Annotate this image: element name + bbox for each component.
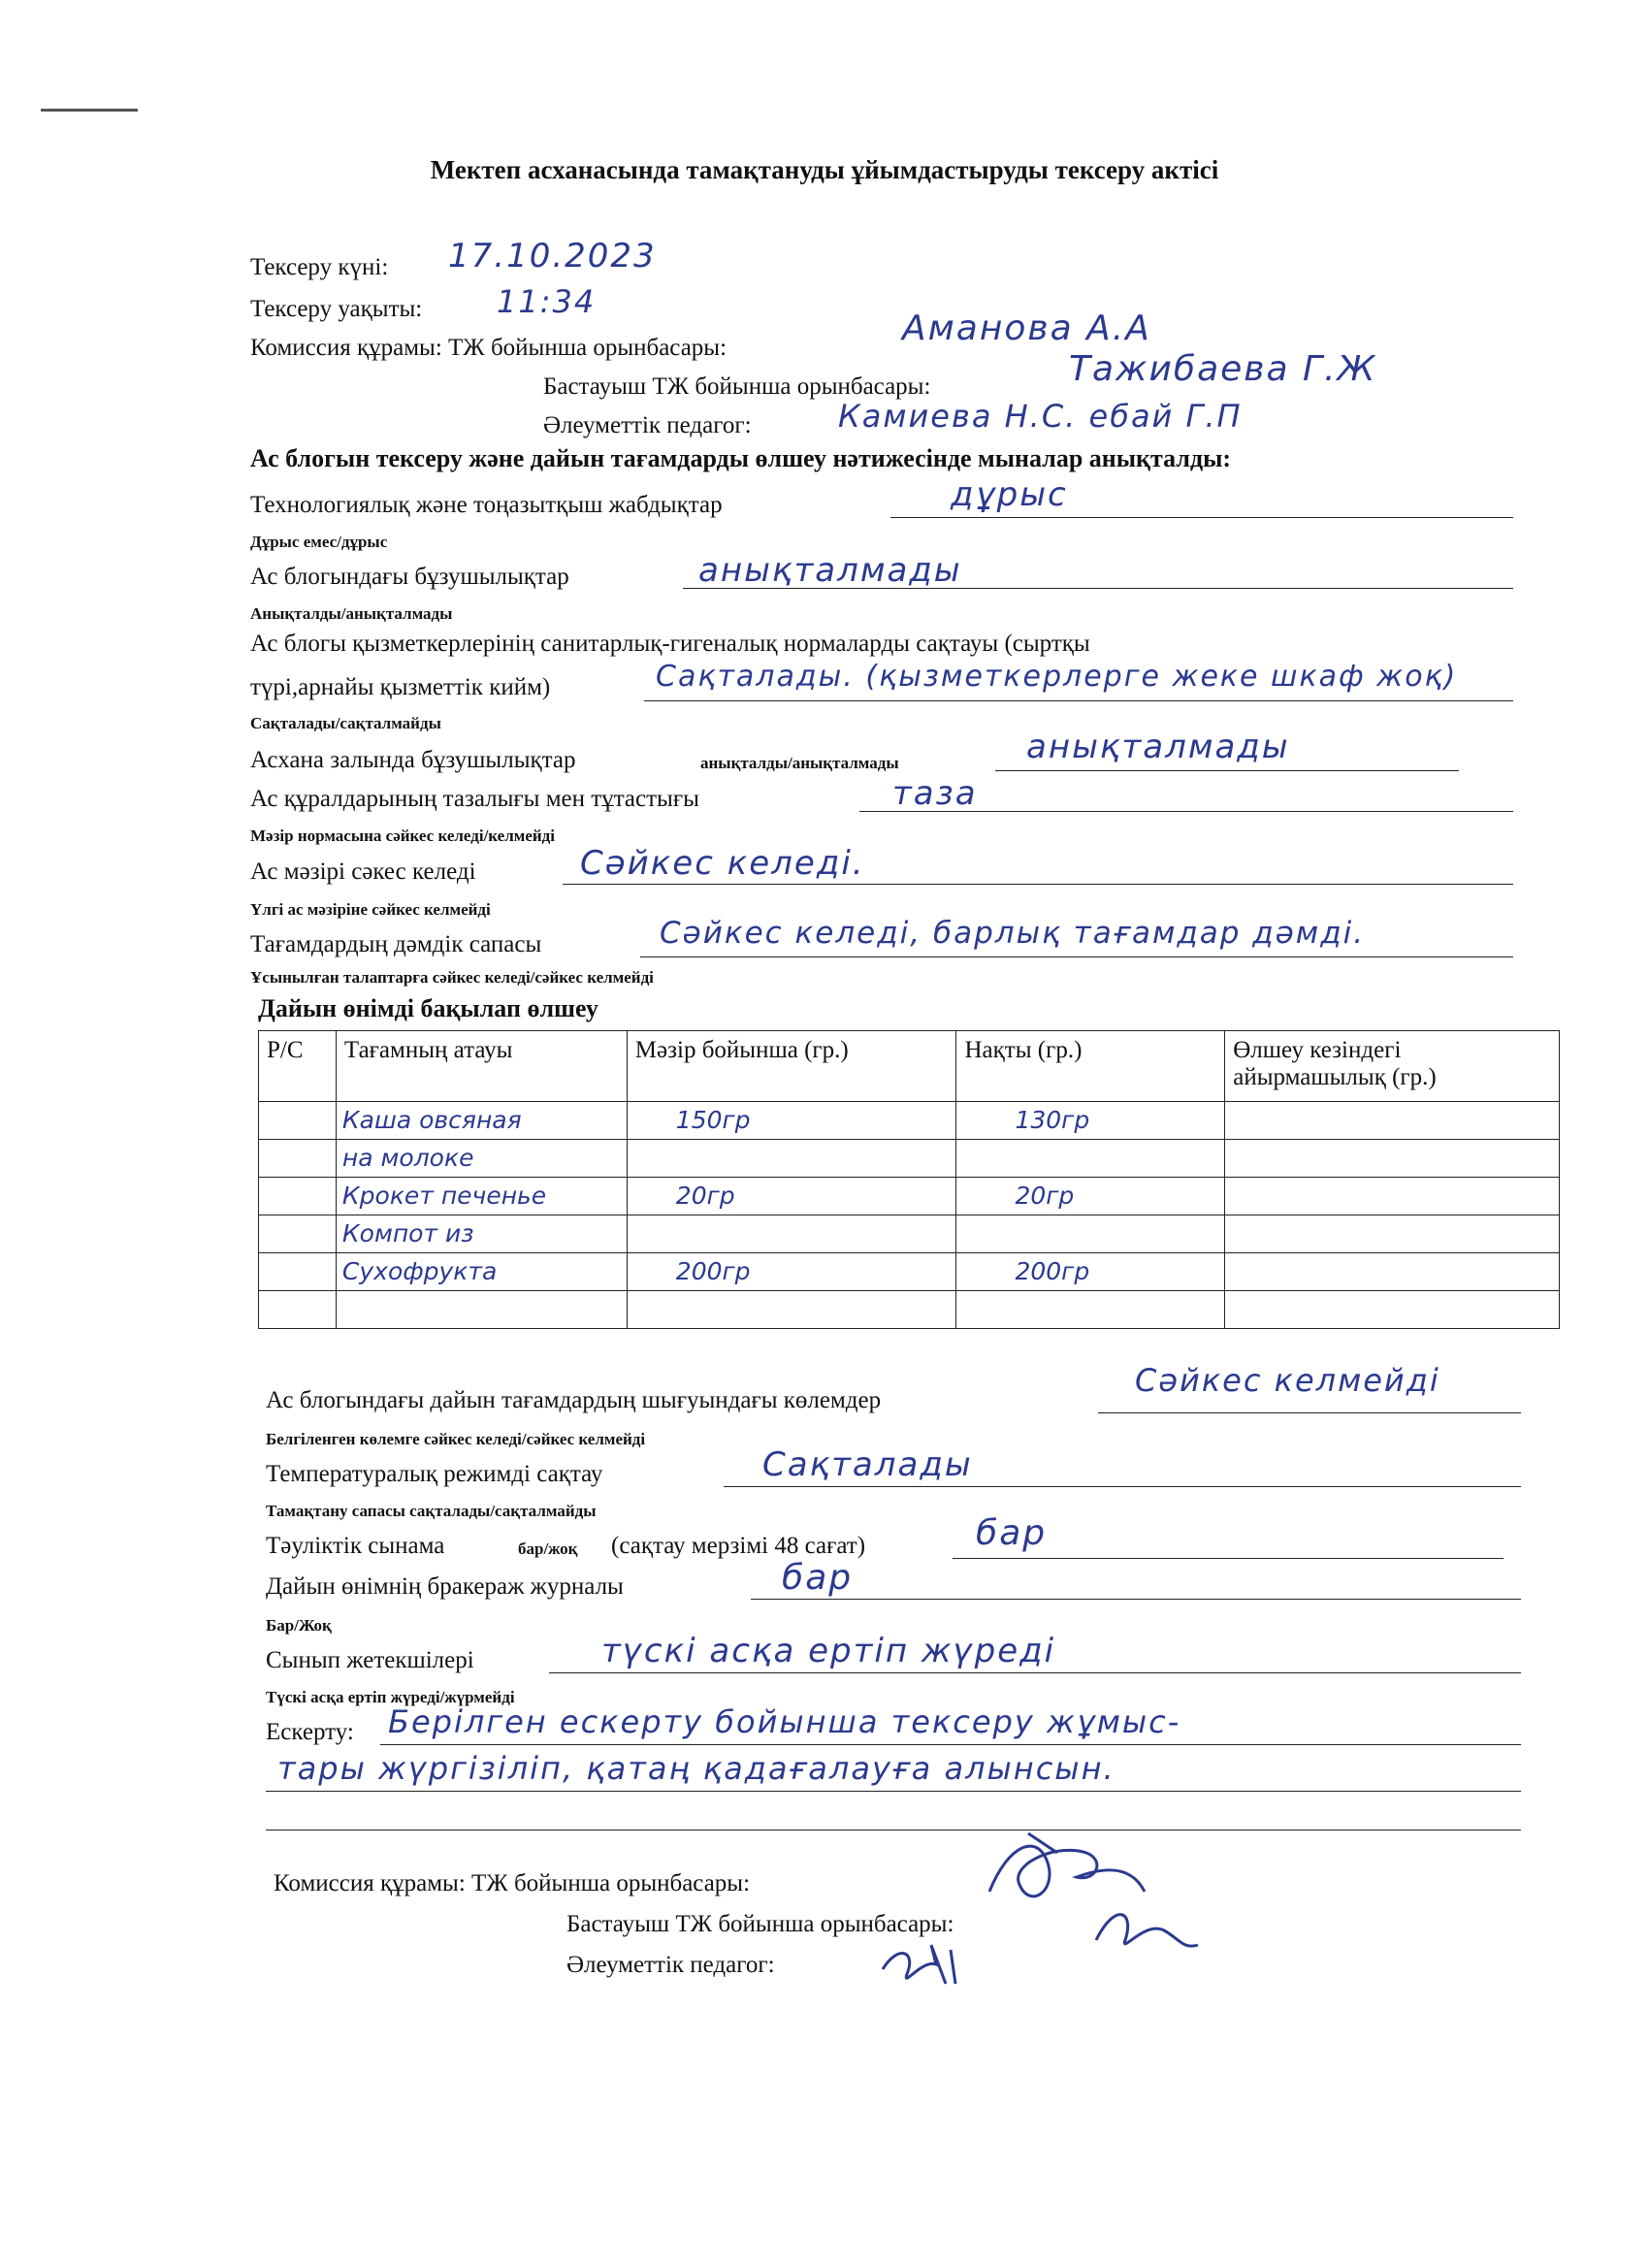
check-label-sample: Тәуліктік сынама xyxy=(266,1533,445,1559)
social-pedagogue-label: Әлеуметтік педагог: xyxy=(543,412,752,438)
date-label: Тексеру күні: xyxy=(250,254,389,280)
check-value-temperature: Сақталады xyxy=(762,1445,973,1484)
check-label-sanitary-2: түрі,арнайы қызметтік кийм) xyxy=(250,674,551,700)
table-cell: 20гр xyxy=(956,1178,1225,1215)
check-label-teachers: Сынып жетекшілері xyxy=(266,1647,474,1673)
answer-line xyxy=(1098,1412,1521,1413)
table-cell: Сухофрукта xyxy=(336,1253,627,1291)
table-cell xyxy=(259,1178,337,1215)
answer-line xyxy=(644,700,1513,701)
primary-deputy-label: Бастауыш ТЖ бойынша орынбасары: xyxy=(543,373,931,400)
check-label-journal: Дайын өнімнің бракераж журналы xyxy=(266,1573,624,1600)
check-value-teachers: түскі асқа ертіп жүреді xyxy=(601,1632,1056,1670)
pedagogue-signature xyxy=(873,1930,980,1998)
check-value-journal: бар xyxy=(782,1558,854,1598)
table-row xyxy=(259,1253,1560,1291)
table-row xyxy=(259,1178,1560,1215)
table-cell xyxy=(627,1215,956,1253)
table-cell xyxy=(1225,1140,1560,1178)
check-note: Үлгі ас мәзіріне сәйкес келмейді xyxy=(250,900,491,919)
table-cell xyxy=(1225,1215,1560,1253)
table-heading: Дайын өнімді бақылап өлшеу xyxy=(258,994,598,1022)
check-note: Дұрыс емес/дұрыс xyxy=(250,533,388,551)
table-cell: Компот из xyxy=(336,1215,627,1253)
check-label-output: Ас блогындағы дайын тағамдардың шығуындағы көлемдер xyxy=(266,1387,882,1413)
check-note: Белгіленген көлемге сәйкес келеді/сәйкес келмейді xyxy=(266,1430,646,1448)
check-label-hall-options: анықталды/анықталмады xyxy=(700,754,899,772)
table-cell: 20гр xyxy=(627,1178,956,1215)
top-mark xyxy=(41,109,138,112)
table-cell: 200гр xyxy=(956,1253,1225,1291)
check-label-sample-options: бар/жоқ xyxy=(518,1539,578,1558)
check-label-equipment: Технологиялық және тоңазытқыш жабдықтар xyxy=(250,492,723,518)
col-header: Р/С xyxy=(259,1031,337,1102)
remark-line-1: Берілген ескерту бойынша тексеру жұмыс- xyxy=(388,1703,1181,1740)
check-value-hall: анықталмады xyxy=(1026,728,1290,766)
remark-line-2: тары жүргізіліп, қатаң қадағалауға алынсын. xyxy=(277,1750,1116,1787)
footer-primary-deputy-label: Бастауыш ТЖ бойынша орынбасары: xyxy=(566,1911,954,1937)
remark-label: Ескерту: xyxy=(266,1719,354,1745)
check-value-utensils: таза xyxy=(892,774,978,813)
check-note: Ұсынылған талаптарға сәйкес келеді/сәйкес келмейді xyxy=(250,968,654,987)
answer-line xyxy=(751,1599,1521,1600)
col-header: Нақты (гр.) xyxy=(956,1031,1225,1102)
check-note: Тамақтану сапасы сақталады/сақталмайды xyxy=(266,1502,597,1520)
col-header: Мәзір бойынша (гр.) xyxy=(627,1031,956,1102)
table-cell xyxy=(627,1291,956,1329)
check-label-hall: Асхана залында бұзушылықтар xyxy=(250,747,576,773)
col-header: Өлшеу кезіндегі айырмашылық (гр.) xyxy=(1225,1031,1560,1102)
measurement-table xyxy=(258,1030,1560,1329)
check-value-equipment: дұрыс xyxy=(951,475,1068,514)
time-label: Тексеру уақыты: xyxy=(250,296,423,322)
check-label-taste: Тағамдардың дәмдік сапасы xyxy=(250,931,542,957)
check-label-temperature: Температуралық режимді сақтау xyxy=(266,1461,603,1487)
check-note: Мәзір нормасына сәйкес келеді/келмейді xyxy=(250,826,555,845)
answer-line xyxy=(266,1830,1521,1831)
col-header: Тағамның атауы xyxy=(336,1031,627,1102)
table-cell xyxy=(956,1291,1225,1329)
check-note: Сақталады/сақталмайды xyxy=(250,714,441,732)
table-cell xyxy=(336,1291,627,1329)
table-row xyxy=(259,1102,1560,1140)
answer-line xyxy=(640,956,1513,957)
table-cell xyxy=(1225,1291,1560,1329)
document-title: Мектеп асханасында тамақтануды ұйымдастыруды тексеру актісі xyxy=(430,155,1219,184)
time-value: 11:34 xyxy=(497,283,597,320)
table-cell: 150гр xyxy=(627,1102,956,1140)
table-row xyxy=(259,1291,1560,1329)
check-value-sample: бар xyxy=(976,1513,1048,1553)
answer-line xyxy=(563,884,1513,885)
check-label-utensils: Ас құралдарының тазалығы мен тұтастығы xyxy=(250,786,699,812)
table-row xyxy=(259,1140,1560,1178)
check-label-violations: Ас блогындағы бұзушылықтар xyxy=(250,564,569,590)
check-value-menu: Сәйкес келеді. xyxy=(580,844,865,883)
check-value-sanitary: Сақталады. (қызметкерлерге жеке шкаф жоқ) xyxy=(656,660,1458,694)
table-cell: Крокет печенье xyxy=(336,1178,627,1215)
check-value-output: Сәйкес келмейді xyxy=(1135,1362,1440,1399)
table-cell: на молоке xyxy=(336,1140,627,1178)
table-cell xyxy=(259,1291,337,1329)
table-row xyxy=(259,1215,1560,1253)
table-cell xyxy=(956,1215,1225,1253)
table-cell xyxy=(627,1140,956,1178)
social-pedagogue-value: Камиева Н.С. ебай Г.П xyxy=(838,398,1243,435)
check-label-sanitary: Ас блогы қызметкерлерінің санитарлық-гигеналық нормаларды сақтауы (сыртқы xyxy=(250,631,1090,657)
check-label-menu: Ас мәзірі сәкес келеді xyxy=(250,859,476,885)
answer-line xyxy=(380,1744,1521,1745)
answer-line xyxy=(266,1791,1521,1792)
table-cell xyxy=(259,1102,337,1140)
date-value: 17.10.2023 xyxy=(448,237,657,275)
commission-label: Комиссия құрамы: ТЖ бойынша орынбасары: xyxy=(250,335,728,361)
primary-deputy-value: Тажибаева Г.Ж xyxy=(1069,349,1377,389)
primary-deputy-signature xyxy=(1086,1892,1203,1969)
answer-line xyxy=(890,517,1513,518)
table-cell xyxy=(1225,1102,1560,1140)
check-note: Анықталды/анықталмады xyxy=(250,604,453,623)
table-cell: Каша овсяная xyxy=(336,1102,627,1140)
footer-commission-label: Комиссия құрамы: ТЖ бойынша орынбасары: xyxy=(274,1870,751,1896)
check-value-taste: Сәйкес келеді, барлық тағамдар дәмді. xyxy=(660,916,1366,951)
table-cell xyxy=(259,1215,337,1253)
commission-deputy-value: Аманова А.А xyxy=(902,308,1151,348)
check-note: Бар/Жоқ xyxy=(266,1616,332,1635)
section-heading: Ас блогын тексеру және дайын тағамдарды өлшеу нәтижесінде мыналар анықталды: xyxy=(250,444,1232,472)
check-note: Түскі асқа ертіп жүреді/жүрмейді xyxy=(266,1688,515,1706)
table-cell xyxy=(1225,1178,1560,1215)
table-cell: 200гр xyxy=(627,1253,956,1291)
footer-social-pedagogue-label: Әлеуметтік педагог: xyxy=(566,1952,775,1978)
table-header-row xyxy=(259,1031,1560,1102)
answer-line xyxy=(724,1486,1521,1487)
check-label-sample-tail: (сақтау мерзімі 48 сағат) xyxy=(611,1533,866,1559)
check-value-violations: анықталмады xyxy=(698,551,962,590)
answer-line xyxy=(549,1672,1521,1673)
table-cell: 130гр xyxy=(956,1102,1225,1140)
table-cell xyxy=(259,1140,337,1178)
table-cell xyxy=(956,1140,1225,1178)
table-cell xyxy=(259,1253,337,1291)
answer-line xyxy=(953,1558,1504,1559)
table-cell xyxy=(1225,1253,1560,1291)
answer-line xyxy=(995,770,1459,771)
